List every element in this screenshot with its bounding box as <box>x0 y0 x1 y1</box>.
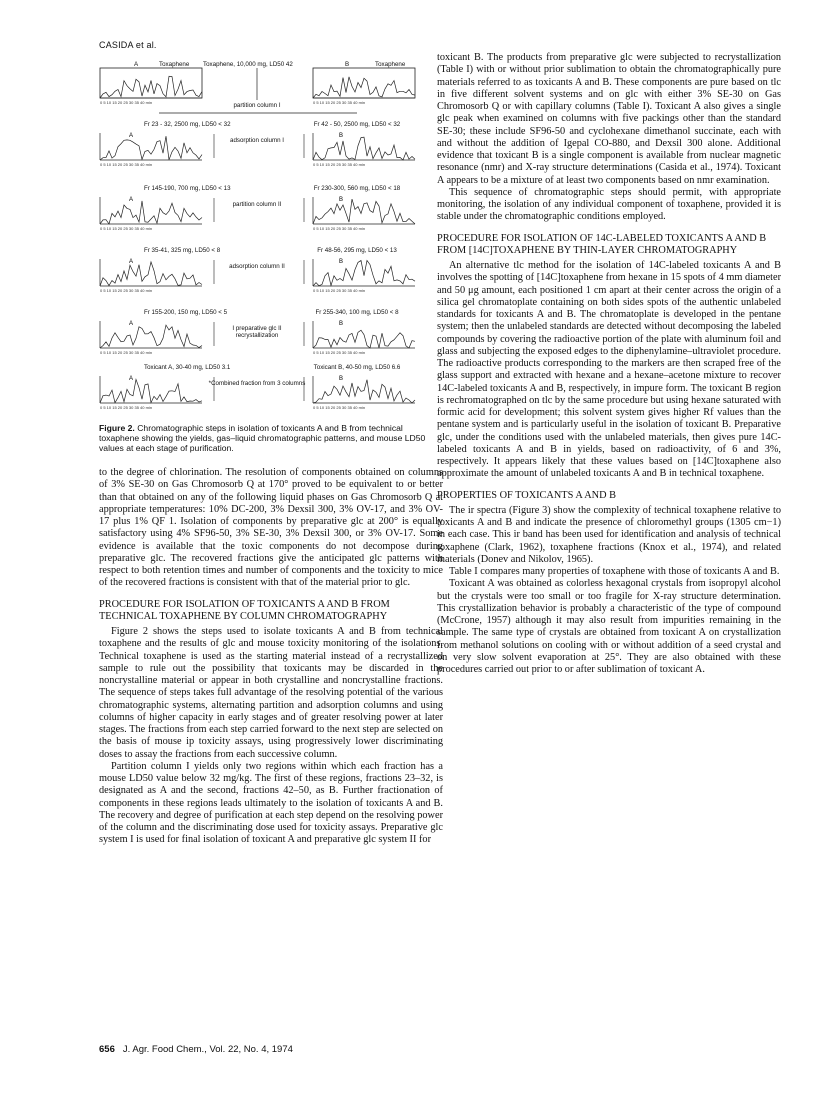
page-footer <box>99 1044 293 1055</box>
right-paragraph-5: Table I compares many properties of toxaphene with those of toxicants A and B. <box>449 566 780 577</box>
row-4-left-trace <box>100 325 202 348</box>
row-5-right-label: Toxicant B, 40-50 mg, LD50 6.6 <box>313 364 401 371</box>
row-1-right-peak: B <box>339 133 344 139</box>
figure-2-chromatograms <box>99 54 443 421</box>
row-5-left-ticks: 0 5 10 15 20 25 30 35 40 min <box>100 405 153 410</box>
row-5-left-peak: A <box>129 376 134 382</box>
row-2-right-label: Fr 230-300, 560 mg, LD50 < 18 <box>313 185 401 192</box>
row-5-right-peak: B <box>339 376 344 382</box>
right-paragraph-6: Toxicant A was obtained as colorless hexagonal crystals from isopropyl alcohol but the crystals were too small or too fragile for X-ray structure determination. This crystallization behavior is probably a characteristic of the type of compound (McCrone, 1957) although it may also result from impurities remaining in the sample. The same type of crystals are obtained from toxicant A on crystallization from methanol solutions on cooling with or without addition of a seed crystal and on very slow solvent evaporation at 25°. They are also obtained with these procedures carried out prior to or after sublimation of toxicant A. <box>437 578 781 675</box>
row-2-right-ticks: 0 5 10 15 20 25 30 35 40 min <box>313 226 366 231</box>
left-paragraph-3: Partition column I yields only two regions within which each fraction has a mouse LD50 value below 32 mg/kg. The first of these regions, fractions 23–32, is designated as A and the second, fractions 42–50, as B. Further fractionation of components in these regions leads ultimately to the isolation of toxicants A and B. The recovery and degree of purification at each step depend on the resolving power of the column and the discriminating dose used for toxicity assays. Preparative glc system I is used for final isolation of toxicant A and preparative glc system II for <box>99 760 443 846</box>
figure-caption <box>99 423 443 453</box>
left-paragraph-1: to the degree of chlorination. The resolution of components obtained on columns of 3% SE-30 on Gas Chromosorb Q at 170° proved to be equivalent to or better than that obtained on any of the following liquid phases on Gas Chromosorb Q at appropriate temperatures: 10% DC-200, 3% Dexsil 300, 3% OV-17, and 3% OV-17 plus 1% QF 1. Isolation of components by preparative glc at 200° is equally satisfactory using 4% SF96-50, 3% SE-30, 3% Dexsil 300, or 3% OV-17. Some evidence is available that the toxic components do not decompose during preparative glc. The recovered fractions give the anticipated glc patterns with respect to both retention times and number of components and the toxicity to mice of the recovered fractions is consistent with that of the material prior to glc. <box>99 467 443 589</box>
row-5-right-trace <box>313 380 415 403</box>
heading-tlc-isolation: PROCEDURE FOR ISOLATION OF 14C-LABELED TOXICANTS A AND B FROM [14C]TOXAPHENE BY THIN-LAYER CHROMATOGRAPHY <box>437 232 767 256</box>
row-4-left-ticks: 0 5 10 15 20 25 30 35 40 min <box>100 350 153 355</box>
row-1-right-trace <box>313 137 415 160</box>
heading-properties: PROPERTIES OF TOXICANTS A AND B <box>437 489 616 501</box>
right-paragraph-4: The ir spectra (Figure 3) show the complexity of technical toxaphene relative to toxicants A and B and indicate the presence of chloromethyl groups (1305 cm−1) in each case. This ir band has been used for identification and analysis of technical toxaphene (Clark, 1962), toxaphene fractions (Knox et al., 1974), and related materials (Donev and Nikolov, 1965). <box>437 504 781 565</box>
row-3-step-1: adsorption column II <box>229 263 285 270</box>
journal-citation: J. Agr. Food Chem., Vol. 22, No. 4, 1974 <box>122 1044 293 1055</box>
top-center-label: Toxaphene, 10,000 mg, LD50 42 <box>203 61 293 68</box>
right-column <box>437 52 781 676</box>
row-3-left-trace <box>100 262 202 286</box>
row-2-step-1: partition column II <box>232 201 282 208</box>
row-4-step-2: recrystallization <box>235 332 279 339</box>
top-left-letter: A <box>134 61 139 68</box>
row-1-right-label: Fr 42 - 50, 2500 mg, LD50 < 32 <box>313 121 401 128</box>
row-1-right-ticks: 0 5 10 15 20 25 30 35 40 min <box>313 162 366 167</box>
row-4-right-label: Fr 255-340, 100 mg, LD50 < 8 <box>315 309 399 316</box>
running-head: CASIDA et al. <box>99 40 157 50</box>
row-3-left-ticks: 0 5 10 15 20 25 30 35 40 min <box>100 288 153 293</box>
page-number: 656 <box>99 1044 115 1055</box>
row-2-left-trace <box>100 201 202 224</box>
heading-column-isolation: PROCEDURE FOR ISOLATION OF TOXICANTS A AND B FROM TECHNICAL TOXAPHENE BY COLUMN CHROMATOGRAPHY <box>99 598 390 622</box>
row-4-step-1: I preparative glc II <box>232 325 282 332</box>
figure-2 <box>99 54 443 421</box>
row-5-step-1: *Combined fraction from 3 columns <box>208 380 306 387</box>
row-4-right-ticks: 0 5 10 15 20 25 30 35 40 min <box>313 350 366 355</box>
top-left-frame <box>100 68 202 98</box>
top-right-letter: B <box>345 61 350 68</box>
row-1-left-peak: A <box>129 133 134 139</box>
row-4-right-peak: B <box>339 321 344 327</box>
top-right-peak: Toxaphene <box>375 61 406 68</box>
row-3-right-label: Fr 48-56, 295 mg, LD50 < 13 <box>317 247 397 254</box>
top-right-trace <box>313 77 415 98</box>
row-3-right-trace <box>313 261 415 287</box>
row-2-right-peak: B <box>339 197 344 203</box>
left-paragraph-2: Figure 2 shows the steps used to isolate toxicants A and B from technical toxaphene and the results of glc and mouse toxicity monitoring of the isolations. Technical toxaphene is used as the starting material instead of a recrystallized sample to rule out the possibility that toxicants may be discarded in the noncrystalline material or appear in both crystalline and noncrystalline fractions. The sequence of steps takes full advantage of the resolving potential of the various chromatographic systems, alternating partition and adsorption columns and using columns of higher capacity in early stages and of greater resolving power at later stages. The fractions from each step carried forward to the next step are selected on the basis of mouse ip toxicity assays, using progressively lower discriminating doses to assay the fractions from each successive column. <box>99 626 443 760</box>
row-4-left-label: Fr 155-200, 150 mg, LD50 < 5 <box>144 309 228 316</box>
row-3-left-label: Fr 35-41, 325 mg, LD50 < 8 <box>144 247 221 254</box>
row-1-left-label: Fr 23 - 32, 2500 mg, LD50 < 32 <box>144 121 231 128</box>
row-3-right-peak: B <box>339 259 344 265</box>
row-2-left-peak: A <box>129 197 134 203</box>
top-left-trace <box>100 76 202 98</box>
top-partition-label: partition column I <box>233 102 281 109</box>
row-1-left-ticks: 0 5 10 15 20 25 30 35 40 min <box>100 162 153 167</box>
caption-label: Figure 2. <box>99 423 135 433</box>
top-left-ticks: 0 5 10 15 20 25 30 35 40 min <box>100 100 153 105</box>
row-2-left-label: Fr 145-190, 700 mg, LD50 < 13 <box>144 185 231 192</box>
row-1-left-trace <box>100 136 202 160</box>
row-5-left-trace <box>100 379 202 403</box>
right-paragraph-1: toxicant B. The products from preparative glc were subjected to recrystallization (Table I) with or without prior sublimation to obtain the chromatographically pure materials referred to as toxicants A and B. These components are pure based on tlc in five different solvent systems and on glc with either 3% SE-30 on Gas Chromosorb Q or with capillary columns (Table I). Toxicant A also gives a single glc peak when examined on columns with five packings other than the standard SE-30; these include SF96-50 and cyclohexane dimethanol succinate, each with and without the addition of Igepal CO-880, and Dexsil 300 alone. Additional evidence that toxicant B is a single component is available from nuclear magnetic resonance (nmr) and X-ray structure determinations (Casida et al., 1974). Toxicant A appears to be a mixture of at least two components based on nmr examination. <box>437 52 781 186</box>
top-right-ticks: 0 5 10 15 20 25 30 35 40 min <box>313 100 366 105</box>
row-4-left-peak: A <box>129 321 134 327</box>
row-5-left-label: Toxicant A, 30-40 mg, LD50 3.1 <box>144 364 231 371</box>
row-2-right-trace <box>313 199 415 224</box>
row-3-right-ticks: 0 5 10 15 20 25 30 35 40 min <box>313 288 366 293</box>
right-paragraph-2: This sequence of chromatographic steps should permit, with appropriate monitoring, the isolation of any individual component of toxaphene, provided it is stable under the chromatographic conditions employed. <box>437 186 781 223</box>
row-2-left-ticks: 0 5 10 15 20 25 30 35 40 min <box>100 226 153 231</box>
row-1-step-1: adsorption column I <box>230 137 284 144</box>
row-3-left-peak: A <box>129 259 134 265</box>
row-5-right-ticks: 0 5 10 15 20 25 30 35 40 min <box>313 405 366 410</box>
right-paragraph-3: An alternative tlc method for the isolation of 14C-labeled toxicants A and B involves the spotting of [14C]toxaphene from hexane in 15 spots of 4 mm diameter and 50 μg amount, each positioned 1 cm apart at their center across the origin of a silica gel chromatoplate containing on both sides spots of the authentic unlabeled standards for toxicants A and B. The chromatoplate is developed in the pentane system; then the unlabeled standards are detected without decomposing the labeled compounds by covering the radioactive portion of the plate with aluminum foil and glass and subjecting the exposed edges to the diphenylamine–ultraviolet procedure. The radioactive products corresponding to the markers are then scraped free of the glass support and extracted with hexane and a hexane–acetone mixture to recover 14C-labeled toxicants A and B, respectively, in impure form. The toxicant B region is rechromatographed on tlc by the same procedure but using hexane saturated with formic acid for development; this solvent system gives higher Rf values than the pentane system and is particularly useful in the isolation of toxicant B. Preparative glc, under the conditions used with the unlabeled materials, then gives pure 14C-labeled toxicants A and B in yields, based on radioactivity, of 6 and 3%, respectively. It appears likely that these values based on [14C]toxaphene also approximate the amount of unlabeled toxicants A and B in technical toxaphene. <box>437 260 781 480</box>
caption-text: Chromatographic steps in isolation of toxicants A and B from technical toxaphene showing the yields, gas–liquid chromatographic patterns, and mouse LD50 values at each stage of purification. <box>99 423 426 453</box>
top-left-peak: Toxaphene <box>159 61 190 68</box>
row-4-right-trace <box>313 330 415 348</box>
left-column <box>99 54 443 847</box>
